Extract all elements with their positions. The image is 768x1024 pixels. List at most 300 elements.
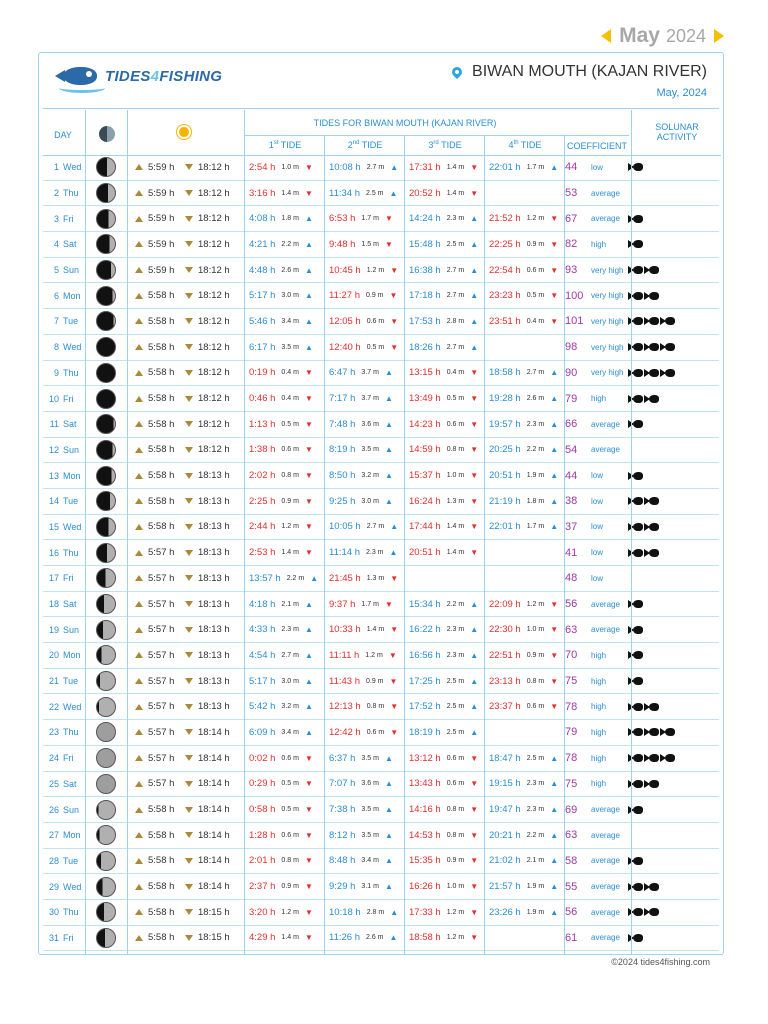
high-tide-arrow-icon: ▲ — [384, 779, 393, 789]
high-tide-arrow-icon: ▲ — [470, 599, 479, 609]
sunrise-time — [135, 746, 174, 771]
sunrise-time — [135, 258, 174, 283]
high-tide-arrow-icon: ▲ — [304, 239, 313, 249]
day-name: Sat — [63, 239, 77, 250]
tide-cell — [405, 438, 485, 463]
tide-time: 14:23 h — [409, 418, 441, 430]
sunrise-arrow-icon — [135, 704, 143, 710]
tide-cell — [405, 463, 485, 488]
tide-time: 9:37 h — [329, 598, 356, 610]
tide-cell — [245, 335, 325, 360]
sunrise-value: 5:57 h — [148, 624, 175, 636]
tide-time: 11:43 h — [329, 675, 360, 687]
sunset-time — [185, 515, 230, 540]
tide-time: 5:17 h — [249, 675, 276, 687]
high-tide-arrow-icon: ▲ — [384, 856, 393, 866]
sunrise-time — [135, 900, 174, 925]
tide-time: 22:01 h — [489, 521, 521, 533]
tide-height: 2.8 m — [446, 317, 465, 325]
fish-activity-icon — [649, 703, 659, 711]
coefficient-cell — [565, 746, 606, 771]
coefficient-header: COEFFICIENT — [567, 141, 627, 151]
low-tide-arrow-icon: ▼ — [470, 933, 479, 943]
moon-phase-icon — [96, 722, 116, 742]
tide-height: 0.6 m — [446, 754, 465, 762]
tide-time: 14:59 h — [409, 444, 441, 456]
sunset-time — [185, 335, 230, 360]
coefficient-cell — [565, 566, 603, 591]
low-tide-arrow-icon: ▼ — [470, 522, 479, 532]
tide-time: 8:48 h — [329, 855, 356, 867]
table-row — [43, 849, 719, 875]
fish-activity-icon — [633, 395, 643, 403]
tide-cell — [325, 540, 405, 565]
sunrise-value: 5:59 h — [148, 213, 175, 225]
low-tide-arrow-icon: ▼ — [304, 933, 313, 943]
tide-height: 0.8 m — [281, 472, 299, 480]
moon-phase-cell — [95, 694, 117, 719]
tide-cell — [245, 258, 325, 283]
low-tide-arrow-icon: ▼ — [389, 291, 398, 301]
tide-cell — [485, 515, 565, 540]
solunar-activity-cell — [633, 155, 646, 180]
tide-height: 1.7 m — [361, 600, 379, 608]
coefficient-value: 54 — [565, 443, 578, 456]
sunrise-arrow-icon — [135, 370, 143, 376]
moon-phase-cell — [95, 386, 117, 411]
moon-phase-cell — [95, 926, 117, 951]
tide-height: 2.7 m — [366, 523, 385, 531]
coefficient-label: low — [591, 573, 604, 583]
coefficient-label: average — [591, 856, 620, 866]
tide-time: 15:35 h — [409, 855, 441, 867]
low-tide-arrow-icon: ▼ — [470, 753, 479, 763]
tide-3-header: 3rd TIDE — [428, 140, 462, 150]
coefficient-value: 101 — [565, 315, 584, 328]
sunrise-time — [135, 643, 174, 668]
table-row — [43, 232, 719, 258]
moon-phase-cell — [95, 412, 117, 437]
low-tide-arrow-icon: ▼ — [390, 727, 399, 737]
tide-time: 8:12 h — [329, 829, 356, 841]
moon-phase-cell — [95, 617, 117, 642]
tide-height: 1.4 m — [446, 523, 465, 531]
coefficient-label: high — [591, 676, 607, 686]
sunset-time — [185, 155, 230, 180]
sunrise-time — [135, 669, 174, 694]
low-tide-arrow-icon: ▼ — [470, 548, 479, 558]
low-tide-arrow-icon: ▼ — [304, 471, 313, 481]
tide-height: 0.4 m — [281, 395, 299, 403]
tide-height: 1.0 m — [446, 472, 465, 480]
solunar-activity-cell — [633, 412, 646, 437]
coefficient-label: average — [591, 445, 620, 455]
table-row — [43, 900, 719, 926]
location-name: BIWAN MOUTH (KAJAN RIVER) — [472, 63, 707, 80]
tide-height: 0.6 m — [281, 754, 299, 762]
tide-time: 0:58 h — [249, 804, 276, 816]
tide-height: 0.5 m — [366, 343, 385, 351]
table-row — [43, 540, 719, 566]
table-row — [43, 874, 719, 900]
sunset-time — [185, 566, 230, 591]
day-number: 29 — [48, 881, 59, 892]
tide-cell — [245, 515, 325, 540]
column-headers — [43, 110, 719, 155]
tide-cell — [245, 926, 325, 951]
tide-cell — [325, 309, 405, 334]
day-name: Wed — [63, 521, 82, 532]
tide-cell — [325, 206, 405, 231]
tide-cell — [245, 746, 325, 771]
high-tide-arrow-icon: ▲ — [470, 650, 479, 660]
sunrise-arrow-icon — [135, 807, 143, 813]
tide-cell — [325, 797, 405, 822]
sunrise-value: 5:58 h — [148, 418, 175, 430]
tide-height: 1.4 m — [446, 163, 465, 171]
tide-height: 0.9 m — [281, 497, 299, 505]
day-name: Thu — [63, 547, 79, 558]
solunar-activity-cell — [633, 797, 646, 822]
tide-height: 1.2 m — [446, 908, 465, 916]
tide-cell — [245, 283, 325, 308]
fish-activity-icon — [633, 420, 643, 428]
sunset-arrow-icon — [185, 729, 193, 735]
tide-cell — [325, 694, 405, 719]
low-tide-arrow-icon: ▼ — [550, 702, 559, 712]
moon-phase-cell — [95, 746, 117, 771]
tide-height: 0.6 m — [446, 420, 465, 428]
tide-time: 12:42 h — [329, 726, 361, 738]
tide-cell — [245, 463, 325, 488]
coefficient-value: 38 — [565, 495, 578, 508]
sunrise-value: 5:58 h — [148, 495, 175, 507]
table-row — [43, 438, 719, 464]
tide-height: 2.7 m — [281, 651, 299, 659]
tide-height: 1.2 m — [365, 651, 383, 659]
sunrise-arrow-icon — [135, 524, 143, 530]
table-row — [43, 515, 719, 541]
low-tide-arrow-icon: ▼ — [550, 650, 559, 660]
tide-time: 7:38 h — [329, 804, 356, 816]
tide-cell — [485, 772, 565, 797]
sunrise-arrow-icon — [135, 884, 143, 890]
fish-logo-icon — [61, 63, 99, 89]
tide-cell — [325, 283, 405, 308]
coefficient-cell — [565, 669, 606, 694]
sheet-header — [43, 57, 719, 109]
tide-time: 19:28 h — [489, 393, 521, 405]
day-name: Fri — [63, 932, 74, 943]
tide-cell — [325, 720, 405, 745]
coefficient-value: 75 — [565, 675, 578, 688]
tide-height: 3.6 m — [361, 420, 379, 428]
solunar-activity-cell — [633, 258, 662, 283]
sunrise-arrow-icon — [135, 858, 143, 864]
day-number: 25 — [48, 778, 59, 789]
high-tide-arrow-icon: ▲ — [304, 599, 313, 609]
tide-height: 0.8 m — [281, 857, 299, 865]
tide-cell — [405, 772, 485, 797]
tide-height: 2.5 m — [446, 240, 465, 248]
month-navigation — [601, 24, 724, 48]
sunset-arrow-icon — [185, 370, 193, 376]
day-name: Tue — [63, 316, 79, 327]
fish-activity-icon — [633, 857, 643, 865]
copyright-footer: ©2024 tides4fishing.com — [611, 957, 710, 967]
sunset-arrow-icon — [185, 601, 193, 607]
tide-cell — [325, 617, 405, 642]
moon-phase-cell — [95, 849, 117, 874]
sunrise-arrow-icon — [135, 318, 143, 324]
low-tide-arrow-icon: ▼ — [470, 162, 479, 172]
next-month-arrow-icon[interactable] — [714, 29, 724, 43]
day-number: 26 — [48, 804, 59, 815]
high-tide-arrow-icon: ▲ — [384, 419, 393, 429]
coefficient-label: average — [591, 882, 620, 892]
table-row — [43, 155, 719, 181]
sunrise-value: 5:57 h — [148, 778, 175, 790]
sunrise-arrow-icon — [135, 216, 143, 222]
tide-cell — [405, 335, 485, 360]
sunrise-value: 5:57 h — [148, 649, 175, 661]
tide-time: 4:54 h — [249, 649, 276, 661]
sunrise-value: 5:58 h — [148, 829, 175, 841]
tide-time: 18:26 h — [409, 341, 441, 353]
tide-cell — [485, 874, 565, 899]
tide-cell — [485, 412, 565, 437]
day-number: 20 — [48, 650, 59, 661]
tide-height: 0.5 m — [526, 292, 545, 300]
sunset-value: 18:12 h — [198, 187, 230, 199]
fish-activity-icon — [665, 728, 675, 736]
prev-month-arrow-icon[interactable] — [601, 29, 611, 43]
tide-time: 8:50 h — [329, 470, 356, 482]
sunrise-arrow-icon — [135, 473, 143, 479]
tide-cell — [325, 926, 405, 951]
tide-time: 6:47 h — [329, 367, 356, 379]
tide-cell — [405, 283, 485, 308]
tide-height: 1.3 m — [446, 497, 465, 505]
sunset-value: 18:12 h — [198, 290, 230, 302]
coefficient-value: 61 — [565, 931, 578, 944]
tide-height: 0.8 m — [526, 677, 545, 685]
fish-activity-icon — [633, 163, 643, 171]
coefficient-value: 69 — [565, 803, 578, 816]
moon-phase-icon — [96, 389, 116, 409]
solunar-activity-cell — [633, 232, 646, 257]
sunrise-time — [135, 361, 174, 386]
tide-cell — [405, 823, 485, 848]
sunset-time — [185, 823, 230, 848]
coefficient-value: 66 — [565, 418, 578, 431]
tide-cell — [485, 258, 565, 283]
tide-cell — [245, 772, 325, 797]
tide-cell — [325, 463, 405, 488]
solunar-activity-cell — [633, 540, 662, 565]
coefficient-cell — [565, 489, 603, 514]
low-tide-arrow-icon: ▼ — [390, 702, 399, 712]
fish-activity-icon — [633, 806, 643, 814]
low-tide-arrow-icon: ▼ — [550, 291, 559, 301]
sunset-value: 18:12 h — [198, 418, 230, 430]
coefficient-value: 75 — [565, 777, 578, 790]
tide-height: 1.0 m — [281, 163, 299, 171]
moon-phase-icon — [96, 543, 116, 563]
tide-1-header: 1st TIDE — [268, 140, 302, 150]
fish-activity-icon — [633, 472, 643, 480]
coefficient-cell — [565, 463, 603, 488]
coefficient-value: 63 — [565, 623, 578, 636]
tide-cell — [485, 592, 565, 617]
tide-cell — [485, 386, 565, 411]
fish-activity-icon — [633, 728, 643, 736]
solunar-activity-cell — [633, 283, 662, 308]
low-tide-arrow-icon: ▼ — [470, 805, 479, 815]
fish-activity-icon — [649, 292, 659, 300]
solunar-activity-cell — [633, 643, 646, 668]
coefficient-value: 63 — [565, 829, 578, 842]
day-name: Thu — [63, 907, 79, 918]
high-tide-arrow-icon: ▲ — [384, 830, 393, 840]
low-tide-arrow-icon: ▼ — [390, 573, 399, 583]
tide-height: 0.5 m — [281, 420, 299, 428]
coefficient-value: 100 — [565, 289, 584, 302]
sunset-value: 18:13 h — [198, 495, 230, 507]
tide-time: 3:20 h — [249, 906, 276, 918]
fish-activity-icon — [649, 266, 659, 274]
low-tide-arrow-icon: ▼ — [550, 676, 559, 686]
sunset-arrow-icon — [185, 293, 193, 299]
sunset-time — [185, 797, 230, 822]
sunset-value: 18:14 h — [198, 804, 230, 816]
tide-cell — [325, 643, 405, 668]
high-tide-arrow-icon: ▲ — [470, 625, 479, 635]
sunset-arrow-icon — [185, 396, 193, 402]
coefficient-label: high — [591, 394, 607, 404]
tide-height: 0.9 m — [281, 883, 299, 891]
table-row — [43, 489, 719, 515]
tide-time: 15:48 h — [409, 238, 441, 250]
coefficient-cell — [565, 155, 603, 180]
tide-time: 21:19 h — [489, 495, 521, 507]
day-number: 15 — [48, 521, 59, 532]
tide-time: 18:47 h — [489, 752, 521, 764]
day-number: 19 — [48, 624, 59, 635]
tide-height: 2.3 m — [526, 806, 545, 814]
sunrise-value: 5:57 h — [148, 726, 175, 738]
day-name: Fri — [63, 213, 74, 224]
tide-height: 1.0 m — [446, 883, 465, 891]
low-tide-arrow-icon: ▼ — [390, 342, 399, 352]
coefficient-label: low — [591, 548, 604, 558]
sunrise-time — [135, 232, 174, 257]
sunrise-value: 5:57 h — [148, 547, 175, 559]
tide-height: 0.8 m — [446, 806, 465, 814]
tide-time: 10:45 h — [329, 264, 361, 276]
sunrise-time — [135, 874, 174, 899]
tide-cell — [245, 669, 325, 694]
sunset-arrow-icon — [185, 755, 193, 761]
sunset-arrow-icon — [185, 704, 193, 710]
high-tide-arrow-icon: ▲ — [304, 625, 313, 635]
moon-phase-cell — [95, 258, 117, 283]
tide-height: 2.1 m — [526, 857, 545, 865]
low-tide-arrow-icon: ▼ — [470, 368, 479, 378]
tide-time: 0:46 h — [249, 393, 276, 405]
moon-phase-cell — [95, 592, 117, 617]
sunset-time — [185, 206, 230, 231]
tide-height: 0.9 m — [366, 292, 384, 300]
tide-cell — [405, 489, 485, 514]
coefficient-label: average — [591, 805, 620, 815]
table-row — [43, 566, 719, 592]
coefficient-cell — [565, 849, 620, 874]
coefficient-cell — [565, 412, 620, 437]
sunrise-value: 5:57 h — [148, 752, 175, 764]
sunset-arrow-icon — [185, 498, 193, 504]
solunar-activity-cell — [633, 206, 646, 231]
tide-height: 3.5 m — [361, 446, 379, 454]
moon-phase-icon — [96, 209, 116, 229]
tide-time: 20:51 h — [409, 547, 441, 559]
sunset-value: 18:14 h — [198, 855, 230, 867]
high-tide-arrow-icon: ▲ — [389, 188, 398, 198]
tide-height: 2.6 m — [366, 934, 384, 942]
moon-phase-cell — [95, 540, 117, 565]
high-tide-arrow-icon: ▲ — [304, 727, 313, 737]
tide-time: 11:34 h — [329, 187, 360, 199]
sunrise-time — [135, 309, 174, 334]
tide-time: 2:25 h — [249, 495, 276, 507]
tide-height: 2.2 m — [286, 574, 305, 582]
low-tide-arrow-icon: ▼ — [304, 188, 313, 198]
tide-cell — [405, 797, 485, 822]
tide-time: 17:31 h — [409, 161, 441, 173]
high-tide-arrow-icon: ▲ — [470, 265, 479, 275]
sunset-time — [185, 592, 230, 617]
day-name: Wed — [63, 342, 82, 353]
tide-height: 1.9 m — [526, 472, 545, 480]
day-number: 14 — [48, 496, 59, 507]
sunrise-time — [135, 772, 174, 797]
coefficient-label: high — [591, 727, 607, 737]
tide-height: 3.0 m — [361, 497, 379, 505]
tide-cell — [245, 874, 325, 899]
tide-time: 22:54 h — [489, 264, 521, 276]
tide-height: 2.7 m — [366, 163, 385, 171]
sunrise-value: 5:57 h — [148, 701, 175, 713]
low-tide-arrow-icon: ▼ — [470, 882, 479, 892]
low-tide-arrow-icon: ▼ — [304, 445, 313, 455]
coefficient-value: 56 — [565, 906, 578, 919]
brand-logo[interactable] — [61, 63, 222, 89]
fish-activity-icon — [665, 754, 675, 762]
sunrise-time — [135, 206, 174, 231]
tide-time: 4:29 h — [249, 932, 276, 944]
tide-height: 1.2 m — [281, 908, 299, 916]
moon-phase-icon — [96, 774, 116, 794]
moon-phase-cell — [95, 283, 117, 308]
low-tide-arrow-icon: ▼ — [550, 625, 559, 635]
sunset-value: 18:12 h — [198, 393, 230, 405]
sunrise-arrow-icon — [135, 601, 143, 607]
sunset-arrow-icon — [185, 344, 193, 350]
high-tide-arrow-icon: ▲ — [470, 702, 479, 712]
tide-time: 19:15 h — [489, 778, 521, 790]
moon-phase-icon — [96, 311, 116, 331]
sunset-value: 18:13 h — [198, 624, 230, 636]
